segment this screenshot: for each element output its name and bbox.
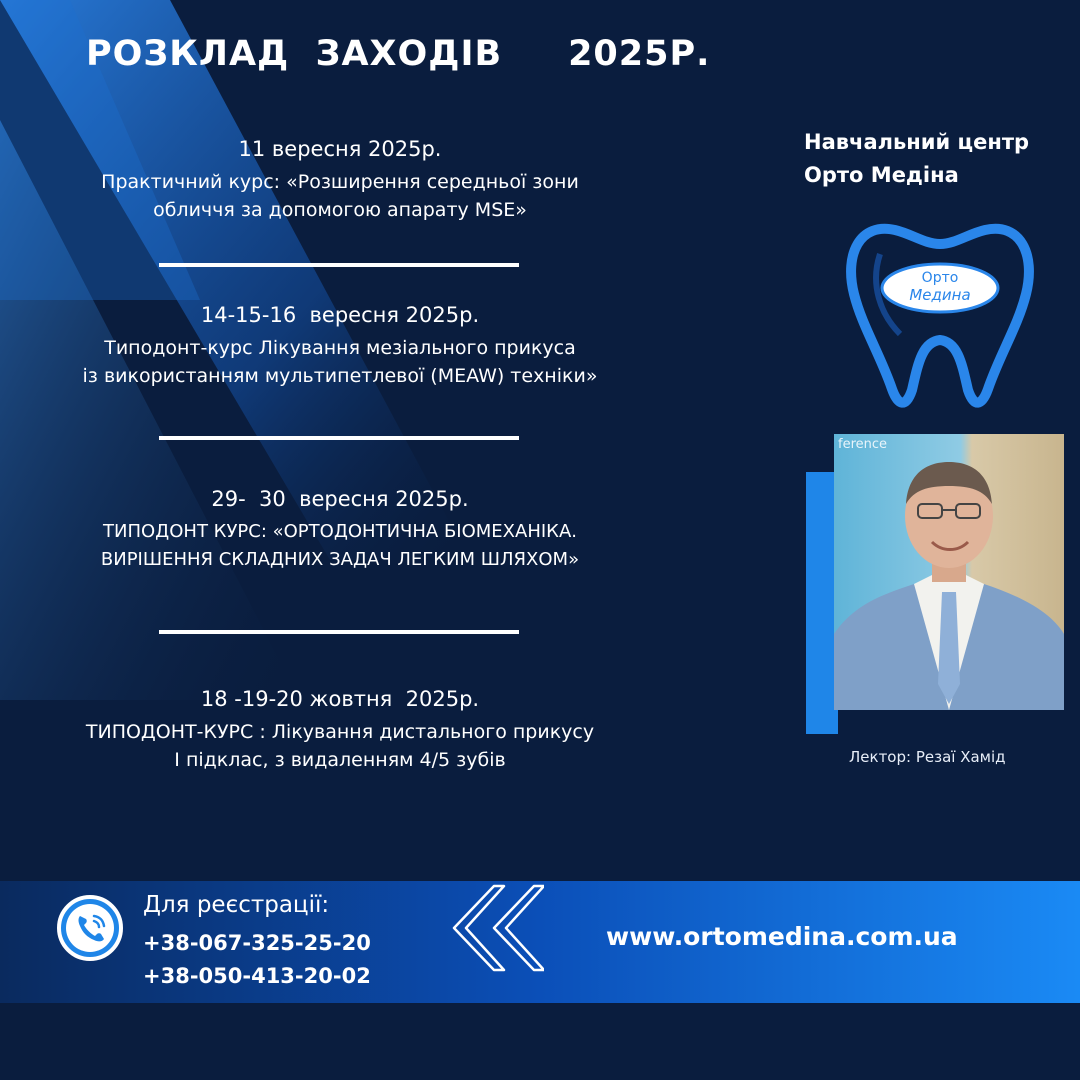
training-center-name: Навчальний центр Орто Медіна bbox=[804, 130, 1030, 187]
event-date: 29- 30 вересня 2025р. bbox=[211, 487, 469, 511]
logo-text-line2: Медина bbox=[909, 286, 971, 304]
event-description: Практичний курс: «Розширення середньої зони обличчя за допомогою апарату MSE» bbox=[101, 171, 579, 221]
page-title: РОЗКЛАД ЗАХОДІВ 2025Р. bbox=[86, 34, 711, 74]
tooth-logo-icon bbox=[840, 214, 1040, 414]
phone-number[interactable]: +38-050-413-20-02 bbox=[143, 964, 371, 988]
event-item bbox=[40, 684, 640, 774]
phone-icon[interactable] bbox=[56, 894, 124, 962]
divider bbox=[159, 436, 519, 440]
event-description: ТИПОДОНТ-КУРС : Лікування дистального прикусу І підклас, з видаленням 4/5 зубів bbox=[85, 721, 595, 771]
event-description: ТИПОДОНТ КУРС: «ОРТОДОНТИЧНА БІОМЕХАНІКА. ВИРІШЕННЯ СКЛАДНИХ ЗАДАЧ ЛЕГКИМ ШЛЯХОМ» bbox=[100, 521, 580, 570]
event-item bbox=[40, 300, 640, 390]
lecturer-photo bbox=[834, 434, 1064, 710]
registration-label: Для реєстрації: bbox=[143, 892, 330, 918]
event-description: Типодонт-курс Лікування мезіального прикуса із використанням мультипетлевої (MEAW) техніки» bbox=[82, 337, 598, 387]
photo-watermark-text: ference bbox=[838, 437, 888, 452]
lecturer-caption: Лектор: Резаї Хамід bbox=[849, 748, 1006, 766]
divider bbox=[159, 630, 519, 634]
phone-number[interactable]: +38-067-325-25-20 bbox=[143, 931, 371, 955]
event-item bbox=[40, 484, 640, 574]
event-item bbox=[40, 134, 640, 224]
double-chevron-left-icon bbox=[448, 882, 544, 974]
divider bbox=[159, 263, 519, 267]
website-link[interactable]: www.ortomedina.com.ua bbox=[606, 922, 958, 951]
event-date: 14-15-16 вересня 2025р. bbox=[200, 303, 480, 327]
event-date: 11 вересня 2025р. bbox=[238, 137, 442, 161]
logo-text-line1: Орто bbox=[921, 270, 959, 286]
event-date: 18 -19-20 жовтня 2025р. bbox=[200, 687, 480, 711]
